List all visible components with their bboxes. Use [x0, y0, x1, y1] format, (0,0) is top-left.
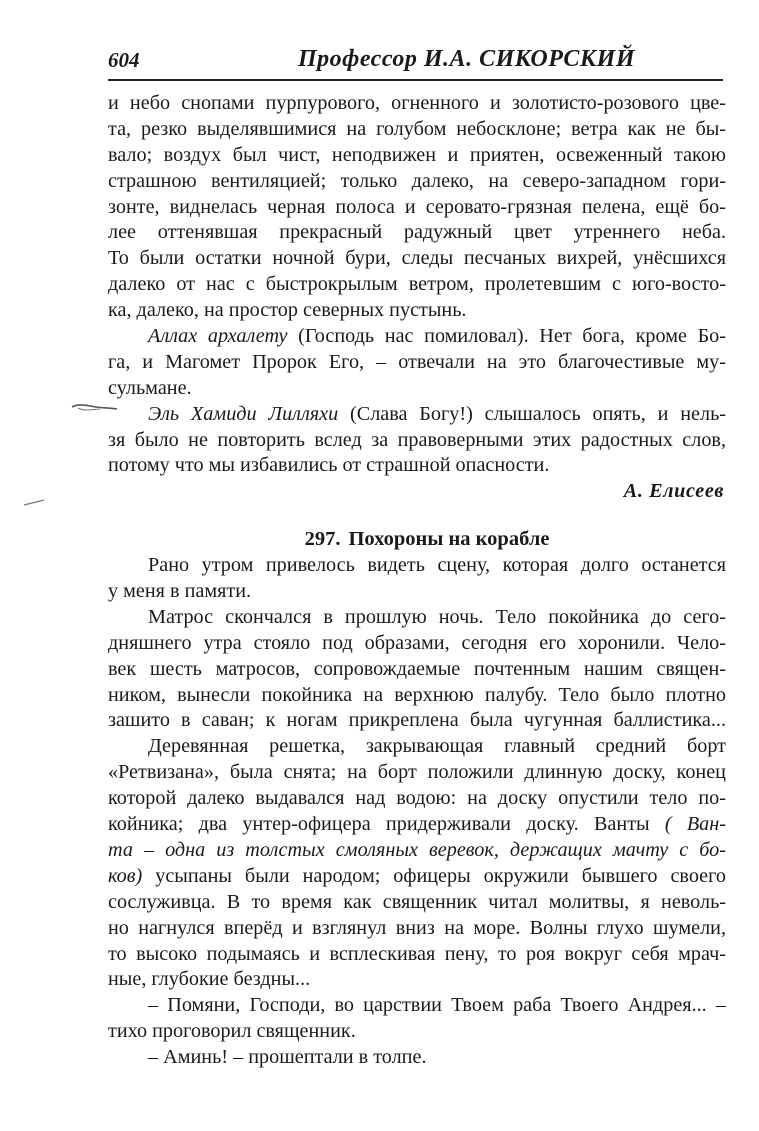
- text-line: лее оттенявшая прекрасный радужный цвет утреннего неба.: [108, 221, 726, 244]
- paragraph: [108, 402, 726, 480]
- text-line: тихо проговорил священник.: [108, 1020, 356, 1043]
- section-number: 297.: [304, 528, 341, 551]
- section-heading: [108, 527, 726, 553]
- text-span: койника; два унтер-офицера придерживали доску. Ванты: [108, 813, 665, 836]
- text-line: Деревянная решетка, закрывающая главный средний борт: [148, 735, 726, 758]
- italic-phrase: ков): [108, 864, 143, 887]
- text-line: вало; воздух был чист, неподвижен и приятен, освеженный такою: [108, 143, 726, 166]
- text-span: (Слава Богу!) слышалось опять, и нель-: [338, 402, 726, 425]
- paragraph: [108, 734, 726, 993]
- text-line: То были остатки ночной бури, следы песчаных вихрей, унёсшихся: [108, 247, 726, 270]
- header-rule: [108, 79, 723, 81]
- text-span: усыпаны были народом; офицеры окружили бывшего своего: [142, 864, 726, 887]
- paragraph: [108, 324, 726, 402]
- text-span: (Господь нас помиловал). Нет бога, кроме Бо-: [287, 325, 727, 348]
- text-line: но нагнулся вперёд и взглянул вниз на море. Волны глухо шумели,: [108, 916, 726, 939]
- text-line: сослуживца. В то время как священник читал молитвы, я неволь-: [108, 890, 726, 913]
- running-title: Профессор И.А. СИКОРСКИЙ: [298, 46, 636, 72]
- text-line: [108, 324, 726, 350]
- italic-phrase: та – одна из толстых смоляных веревок, держащих мачту с бо-: [108, 838, 726, 861]
- text-line: которой далеко выдавался над водою: на доску опустили тело по-: [108, 787, 726, 810]
- paragraph: [108, 993, 726, 1045]
- text-line: век шесть матросов, сопровождаемые почтенным нашим священ-: [108, 657, 726, 680]
- paragraph: [108, 605, 726, 734]
- paragraph: [108, 91, 726, 324]
- text-line: Матрос скончался в прошлую ночь. Тело покойника до сего-: [148, 605, 726, 628]
- text-line: га, и Магомет Пророк Его, – отвечали на это благочестивые му-: [108, 350, 726, 373]
- page-number: 604: [108, 48, 140, 72]
- text-line: сульмане.: [108, 376, 192, 399]
- text-line: то высоко подымаясь и всплескивая пену, то роя вокруг себя мрач-: [108, 942, 726, 965]
- page-header: [108, 42, 723, 82]
- italic-phrase: ( Ван-: [664, 813, 726, 836]
- text-line: та, резко выделявшимися на голубом небосклоне; ветра как не бы-: [108, 117, 726, 140]
- text-line: Рано утром привелось видеть сцену, которая долго останется: [148, 554, 726, 577]
- italic-phrase: Аллах архалету: [148, 325, 288, 348]
- paragraph: [108, 1045, 726, 1071]
- paragraph: [108, 553, 726, 605]
- italic-phrase: Эль Хамиди Лилляхи: [148, 402, 339, 425]
- section-title: Похороны на корабле: [348, 528, 550, 551]
- text-line: [108, 402, 726, 428]
- body-text: [108, 91, 726, 1071]
- text-line: ником, вынесли покойника на верхнюю палубу. Тело было плотно: [108, 683, 726, 706]
- margin-dash-mark: [22, 496, 48, 508]
- text-line: зашито в саван; к ногам прикреплена была чугунная баллистика...: [108, 709, 726, 732]
- text-line: страшною вентиляцией; только далеко, на северо-западном гори-: [108, 169, 726, 192]
- text-line: [108, 864, 726, 890]
- text-line: ка, далеко, на простор северных пустынь.: [108, 299, 467, 322]
- section-gap: [108, 505, 726, 527]
- text-line: – Помяни, Господи, во царствии Твоем раба Твоего Андрея... –: [148, 994, 726, 1017]
- text-line: далеко от нас с быстрокрылым ветром, пролетевшим с юго-восто-: [108, 273, 726, 296]
- text-line: потому что мы избавились от страшной опасности.: [108, 454, 550, 477]
- text-line: [108, 838, 726, 864]
- text-line: зя было не повторить вслед за правоверными этих радостных слов,: [108, 428, 726, 451]
- text-line: и небо снопами пурпурового, огненного и золотисто-розового цве-: [108, 92, 726, 114]
- text-line: дняшнего утра стояло под образами, сегодня его хоронили. Чело-: [108, 631, 726, 654]
- text-line: зонте, виднелась черная полоса и серовато-грязная пелена, ещё бо-: [108, 195, 726, 218]
- author-signature: А. Елисеев: [623, 480, 724, 503]
- text-line: у меня в памяти.: [108, 580, 252, 603]
- text-line: – Аминь! – прошептали в толпе.: [148, 1046, 427, 1069]
- text-line: ные, глубокие бездны...: [108, 968, 311, 991]
- text-line: [108, 812, 726, 838]
- text-line: «Ретвизана», была снята; на борт положили длинную доску, конец: [108, 761, 726, 784]
